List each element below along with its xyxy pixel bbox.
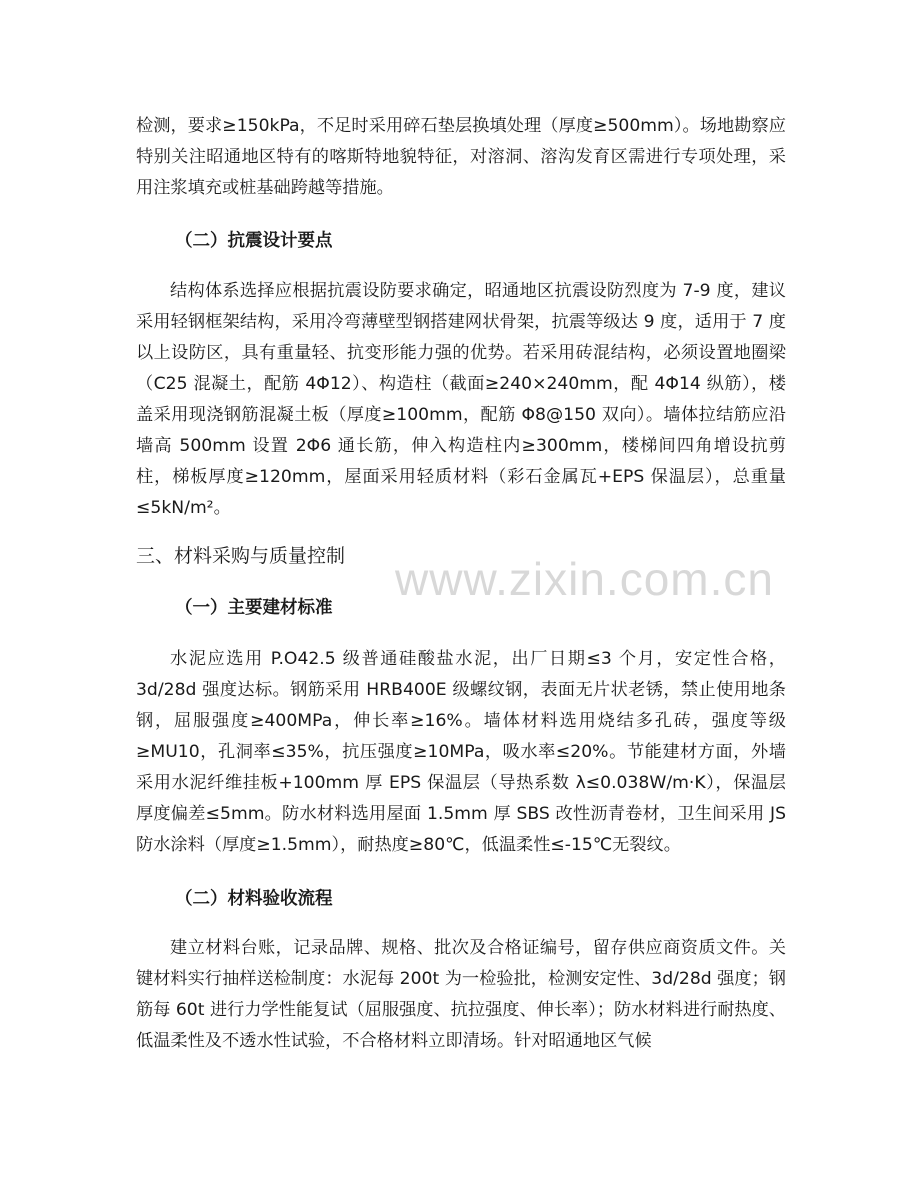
heading-seismic-design: （二）抗震设计要点 <box>175 231 333 251</box>
paragraph-material-acceptance: 建立材料台账，记录品牌、规格、批次及合格证编号，留存供应商资质文件。关键材料实行抽样送检制度：水泥每 200t 为一检验批，检测安定性、3d/28d 强度；钢筋每 60t 进行力学性能复试（屈服强度、抗拉强度、伸长率）；防水材料进行耐热度、低温柔性及不透水性试验，不合格材料立即清场。针对昭通地区气候 <box>136 938 786 1051</box>
paragraph-foundation-intro: 检测，要求≥150kPa，不足时采用碎石垫层换填处理（厚度≥500mm）。场地勘察应特别关注昭通地区特有的喀斯特地貌特征，对溶洞、溶沟发育区需进行专项处理，采用注浆填充或桩基础跨越等措施。 <box>136 116 786 198</box>
heading-material-acceptance: （二）材料验收流程 <box>175 889 333 909</box>
heading-section-3: 三、材料采购与质量控制 <box>136 545 346 567</box>
watermark: www.zixin.com.cn <box>395 553 774 605</box>
paragraph-seismic-design: 结构体系选择应根据抗震设防要求确定，昭通地区抗震设防烈度为 7-9 度，建议采用轻钢框架结构，采用冷弯薄壁型钢搭建网状骨架，抗震等级达 9 度，适用于 7 度以上设防区，具有重量轻、抗变形能力强的优势。若采用砖混结构，必须设置地圈梁（C25 混凝土，配筋 4Φ12）、构造柱（截面≥240×240mm，配 4Φ14 纵筋），楼盖采用现浇钢筋混凝土板（厚度≥100mm，配筋 Φ8@150 双向）。墙体拉结筋应沿墙高 500mm 设置 2Φ6 通长筋，伸入构造柱内≥300mm，楼梯间四角增设抗剪柱，梯板厚度≥120mm，屋面采用轻质材料（彩石金属瓦+EPS 保温层），总重量≤5kN/m²。 <box>136 281 786 518</box>
paragraph-material-standards: 水泥应选用 P.O42.5 级普通硅酸盐水泥，出厂日期≤3 个月，安定性合格，3d/28d 强度达标。钢筋采用 HRB400E 级螺纹钢，表面无片状老锈，禁止使用地条钢，屈服强度≥400MPa，伸长率≥16%。墙体材料选用烧结多孔砖，强度等级≥MU10，孔洞率≤35%，抗压强度≥10MPa，吸水率≤20%。节能建材方面，外墙采用水泥纤维挂板+100mm 厚 EPS 保温层（导热系数 λ≤0.038W/m·K），保温层厚度偏差≤5mm。防水材料选用屋面 1.5mm 厚 SBS 改性沥青卷材，卫生间采用 JS 防水涂料（厚度≥1.5mm），耐热度≥80℃，低温柔性≤-15℃无裂纹。 <box>136 649 786 855</box>
heading-material-standards: （一）主要建材标准 <box>175 598 333 618</box>
